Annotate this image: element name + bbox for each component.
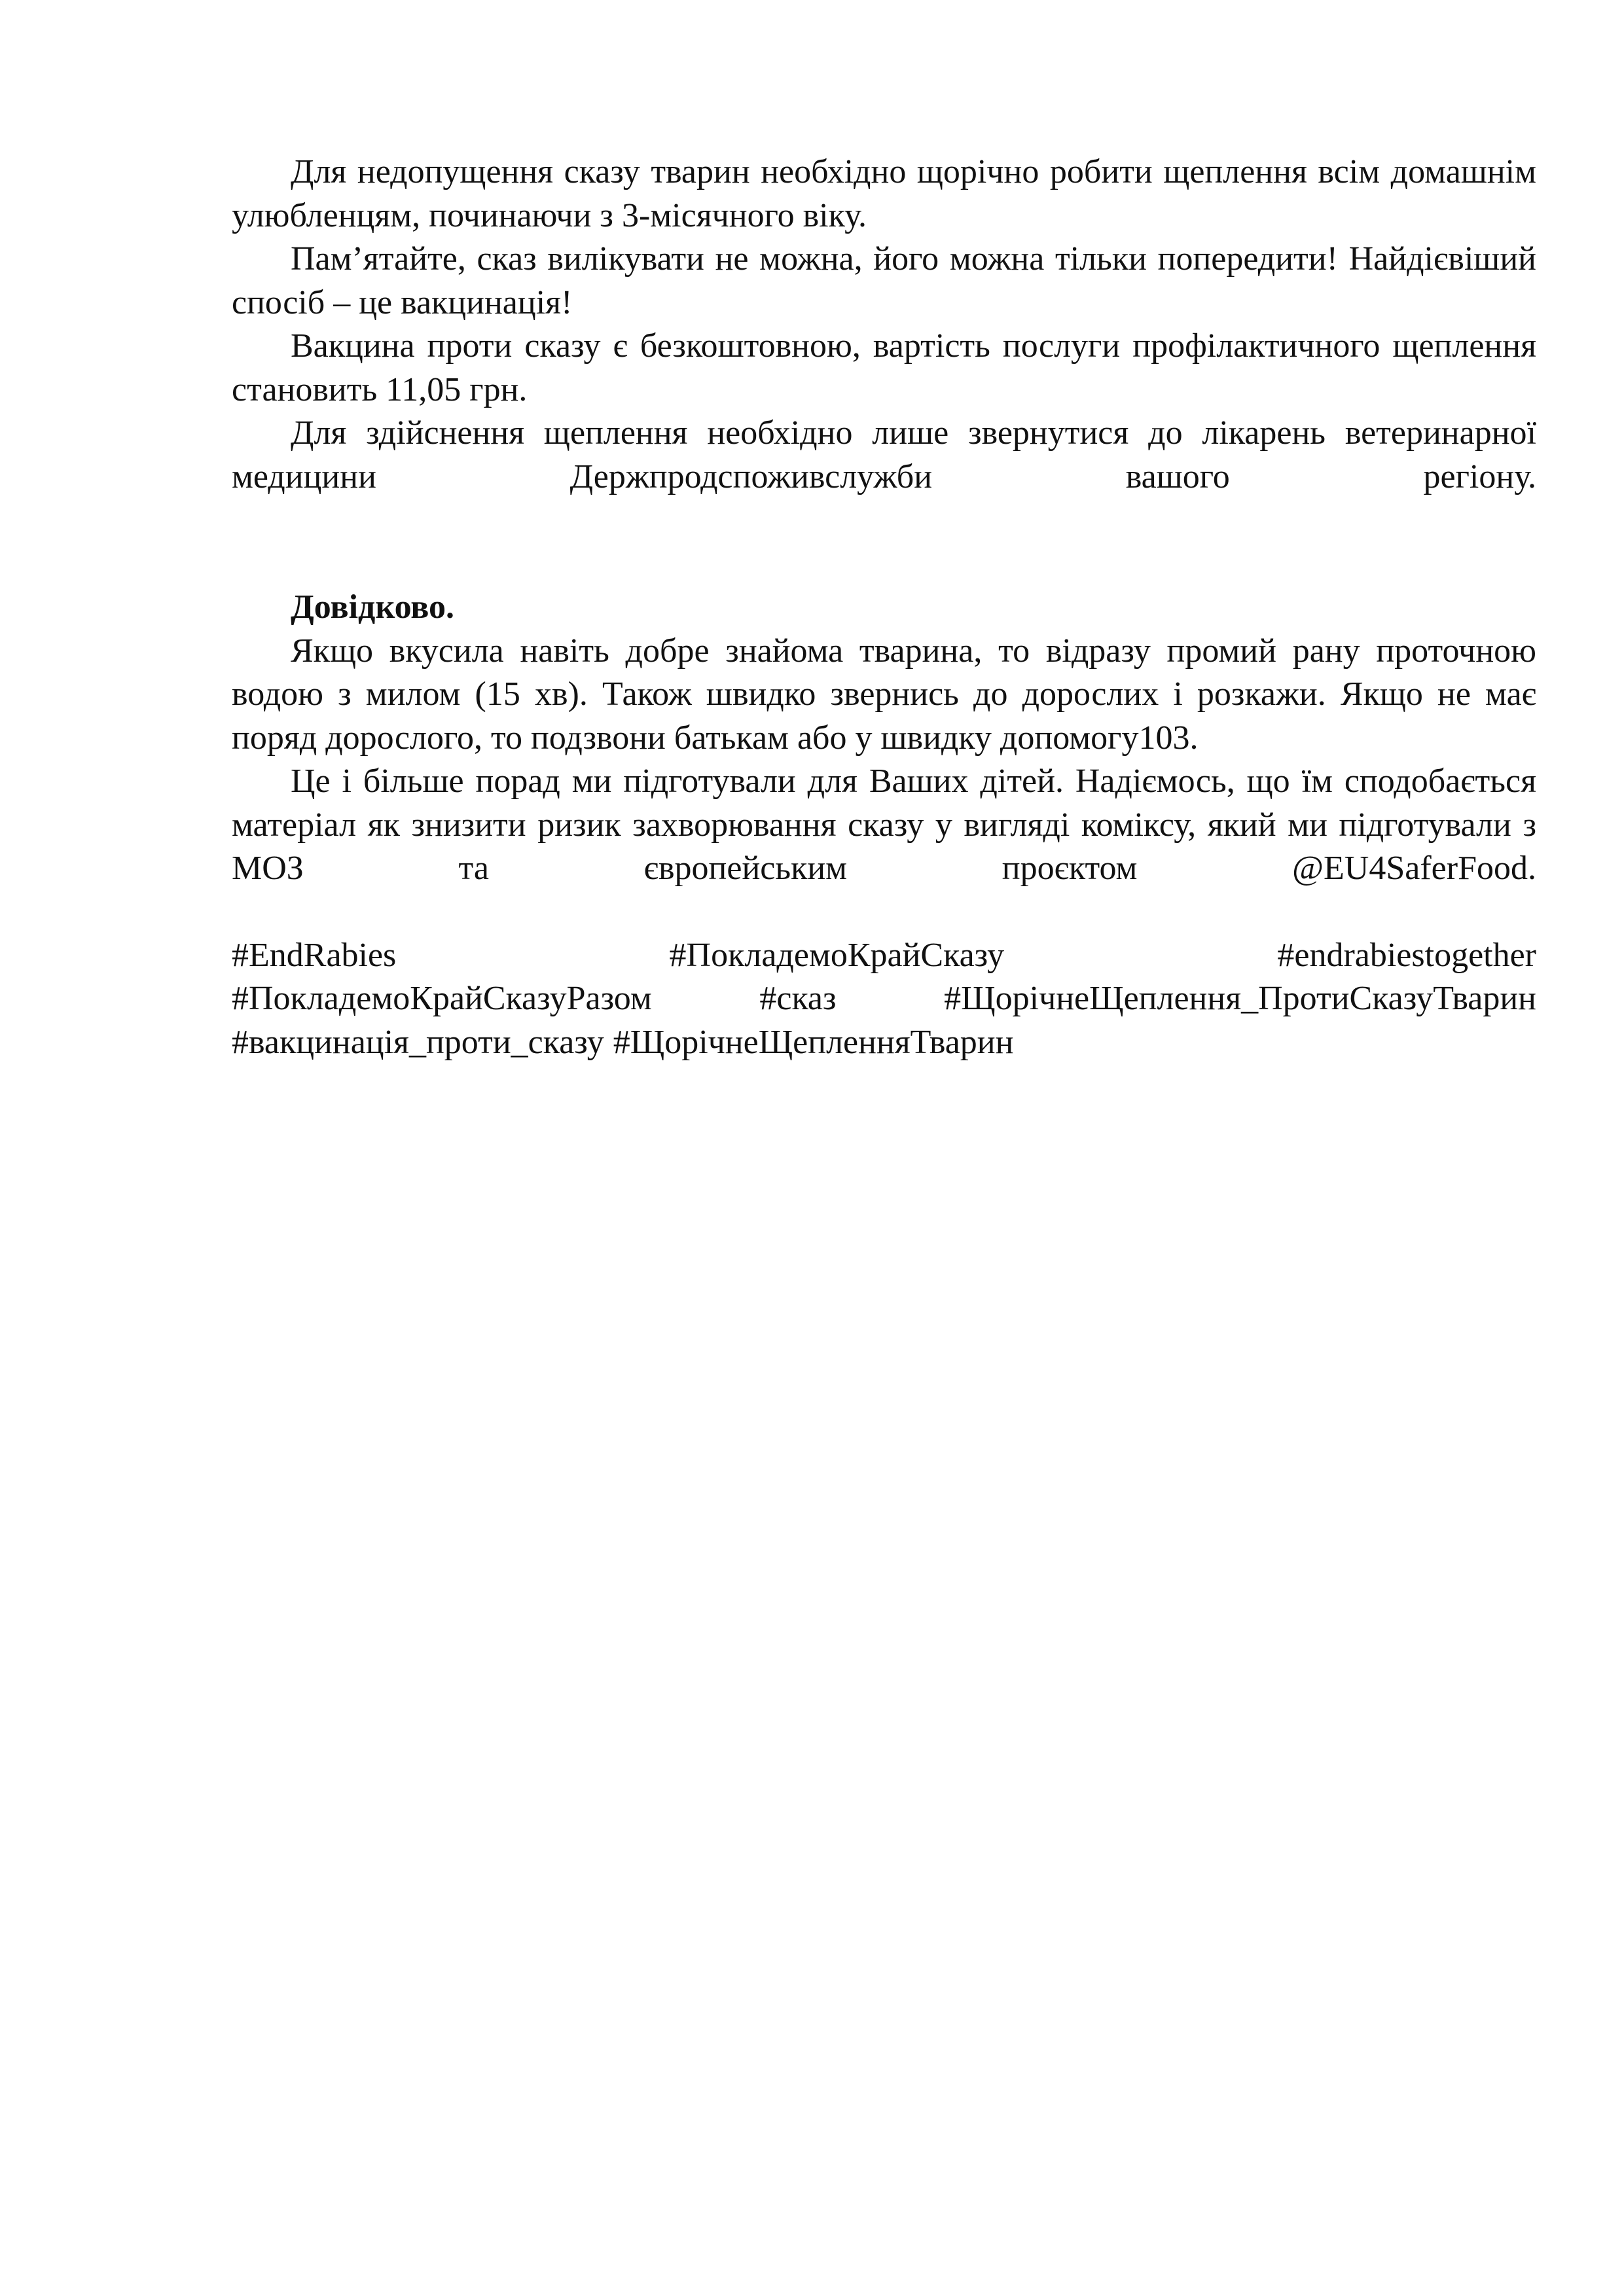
hashtag: #EndRabies xyxy=(232,936,397,974)
spacer xyxy=(232,891,1536,934)
hashtag: #endrabiestogether xyxy=(1277,936,1536,974)
spacer xyxy=(232,499,1536,586)
paragraph-if-bitten: Якщо вкусила навіть добре знайома тварина, то відразу промий рану проточною водою з милом (15 хв). Також швидко звернись до дорослих і розкажи. Якщо не має поряд дорослого, то подзвони батькам або у швидку допомогу103. xyxy=(232,632,1536,757)
hashtag: #сказ xyxy=(759,980,837,1017)
hashtags-line-1 xyxy=(232,934,1536,978)
paragraph-vaccine-free: Вакцина проти сказу є безкоштовною, вартість послуги профілактичного щеплення становить 11,05 грн. xyxy=(232,327,1536,408)
hashtags-block xyxy=(232,934,1536,1065)
hashtag: #ЩорічнеЩеплення_ПротиСказуТварин xyxy=(944,980,1536,1017)
reference-heading: Довідково. xyxy=(291,588,455,626)
hashtags-line-2 xyxy=(232,977,1536,1021)
hashtag: #ПокладемоКрайСказуРазом xyxy=(232,980,652,1017)
paragraph-where-to-vaccinate: Для здійснення щеплення необхідно лише звернутися до лікарень ветеринарної медицини Держпродспоживслужби вашого регіону. xyxy=(232,414,1536,495)
paragraph-vaccination-yearly: Для недопущення сказу тварин необхідно щорічно робити щеплення всім домашнім улюбленцям, починаючи з 3-місячного віку. xyxy=(232,153,1536,234)
hashtag: #ПокладемоКрайСказу xyxy=(669,936,1005,974)
paragraph-comics-tips: Це і більше порад ми підготували для Ваших дітей. Надіємось, що їм сподобається матеріал як знизити ризик захворювання сказу у вигляді коміксу, який ми підготували з МОЗ та європейським проєктом @EU4SaferFood. xyxy=(232,762,1536,887)
paragraph-rabies-incurable: Пам’ятайте, сказ вилікувати не можна, його можна тільки попередити! Найдієвіший спосіб – це вакцинація! xyxy=(232,240,1536,321)
hashtags-line-3 xyxy=(232,1021,1536,1065)
document-page xyxy=(232,151,1536,1064)
hashtag: #вакцинація_проти_сказу xyxy=(232,1023,604,1061)
hashtag: #ЩорічнеЩепленняТварин xyxy=(613,1023,1014,1061)
